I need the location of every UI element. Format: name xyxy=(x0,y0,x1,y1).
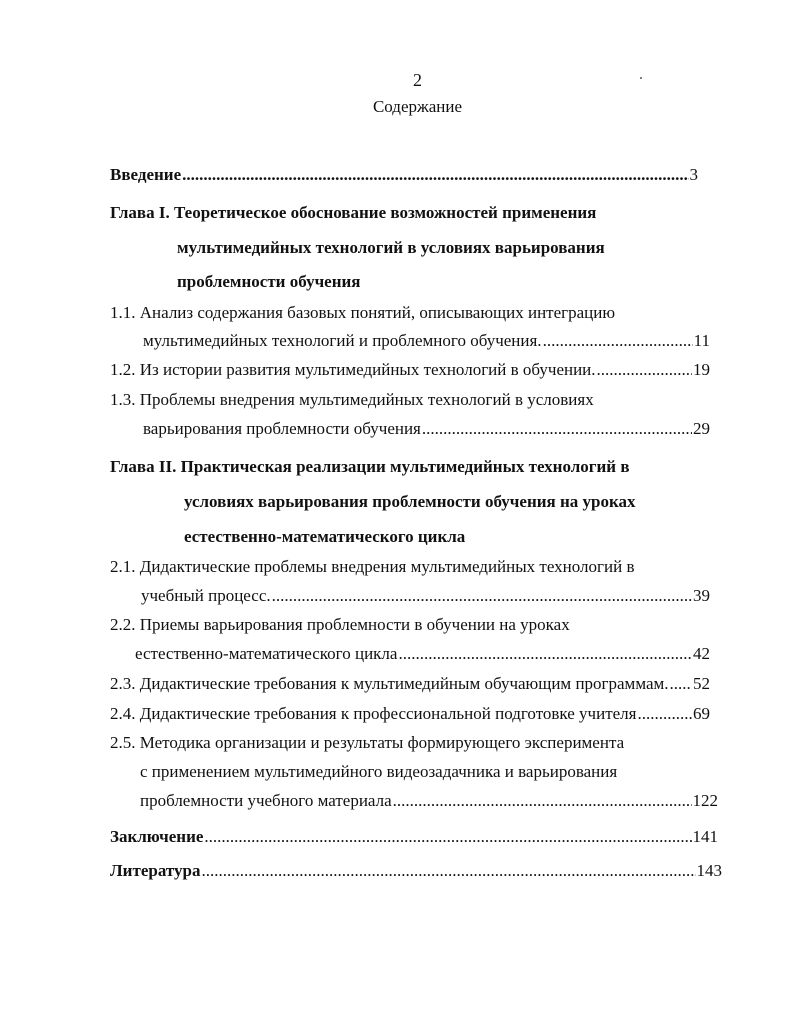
toc-page-number: 122 xyxy=(692,791,718,810)
toc-entry-1-1: 1.1. Анализ содержания базовых понятий, описывающих интеграцию xyxy=(110,303,616,322)
dot-leader xyxy=(543,330,693,352)
toc-entry-1-2 xyxy=(110,359,710,381)
toc-entry-text: Литература xyxy=(110,861,201,880)
toc-entry-2-3 xyxy=(110,673,710,695)
toc-entry-text: 2.4. Дидактические требования к профессиональной подготовке учителя xyxy=(110,704,637,723)
dot-leader xyxy=(204,826,691,848)
toc-page-number: 39 xyxy=(693,586,710,605)
dot-leader xyxy=(670,673,692,695)
toc-entry-text: варьирования проблемности обучения xyxy=(143,419,421,438)
dot-leader xyxy=(393,790,692,812)
toc-entry-2-4 xyxy=(110,703,710,725)
toc-entry-text: Заключение xyxy=(110,827,204,846)
toc-entry-conclusion xyxy=(110,826,718,848)
chapter-2-heading: Глава II. Практическая реализации мультимедийных технологий в xyxy=(110,457,630,476)
dot-leader xyxy=(201,860,695,882)
toc-entry-text: 2.3. Дидактические требования к мультимедийным обучающим программам. xyxy=(110,674,669,693)
dot-leader xyxy=(182,164,688,186)
toc-entry-1-1-cont xyxy=(143,330,710,352)
scan-speck xyxy=(640,77,642,79)
chapter-2-heading-cont: условиях варьирования проблемности обучения на уроках xyxy=(184,492,636,511)
toc-page-number: 141 xyxy=(692,827,718,846)
chapter-1-heading: Глава I. Теоретическое обоснование возможностей применения xyxy=(110,203,597,222)
toc-entry-text: естественно-математического цикла xyxy=(135,644,398,663)
toc-page-number: 52 xyxy=(693,674,710,693)
dot-leader xyxy=(398,643,692,665)
toc-entry-2-1-cont xyxy=(141,585,710,607)
toc-page-number: 11 xyxy=(693,331,710,350)
toc-entry-2-1: 2.1. Дидактические проблемы внедрения мультимедийных технологий в xyxy=(110,557,635,576)
chapter-2-heading-cont: естественно-математического цикла xyxy=(184,527,466,546)
dot-leader xyxy=(597,359,692,381)
toc-entry-2-2: 2.2. Приемы варьирования проблемности в обучении на уроках xyxy=(110,615,570,634)
toc-entry-2-5-cont xyxy=(140,790,718,812)
chapter-1-heading-cont: мультимедийных технологий в условиях варьирования xyxy=(177,238,605,257)
toc-entry-2-5-cont: с применением мультимедийного видеозадачника и варьирования xyxy=(140,762,618,781)
toc-page-number: 69 xyxy=(693,704,710,723)
chapter-1-heading-cont: проблемности обучения xyxy=(177,272,361,291)
toc-entry-1-3-cont xyxy=(143,418,710,440)
dot-leader xyxy=(422,418,692,440)
toc-page-number: 29 xyxy=(693,419,710,438)
toc-entry-2-5: 2.5. Методика организации и результаты формирующего эксперимента xyxy=(110,733,625,752)
toc-entry-text: проблемности учебного материала xyxy=(140,791,392,810)
toc-entry-1-3: 1.3. Проблемы внедрения мультимедийных технологий в условиях xyxy=(110,390,594,409)
toc-entry-text: учебный процесс. xyxy=(141,586,271,605)
dot-leader xyxy=(272,585,692,607)
toc-entry-literature xyxy=(110,860,722,882)
toc-page-number: 143 xyxy=(696,861,722,880)
toc-page-number: 19 xyxy=(693,360,710,379)
page-title: Содержание xyxy=(372,97,463,116)
dot-leader xyxy=(638,703,693,725)
toc-entry-intro xyxy=(110,164,698,186)
toc-entry-2-2-cont xyxy=(135,643,710,665)
toc-page-number: 42 xyxy=(693,644,710,663)
toc-entry-text: 1.2. Из истории развития мультимедийных технологий в обучении. xyxy=(110,360,596,379)
toc-page-number: 3 xyxy=(689,165,698,184)
page-number: 2 xyxy=(413,70,422,90)
toc-entry-text: Введение xyxy=(110,165,182,184)
toc-entry-text: мультимедийных технологий и проблемного обучения. xyxy=(143,331,542,350)
